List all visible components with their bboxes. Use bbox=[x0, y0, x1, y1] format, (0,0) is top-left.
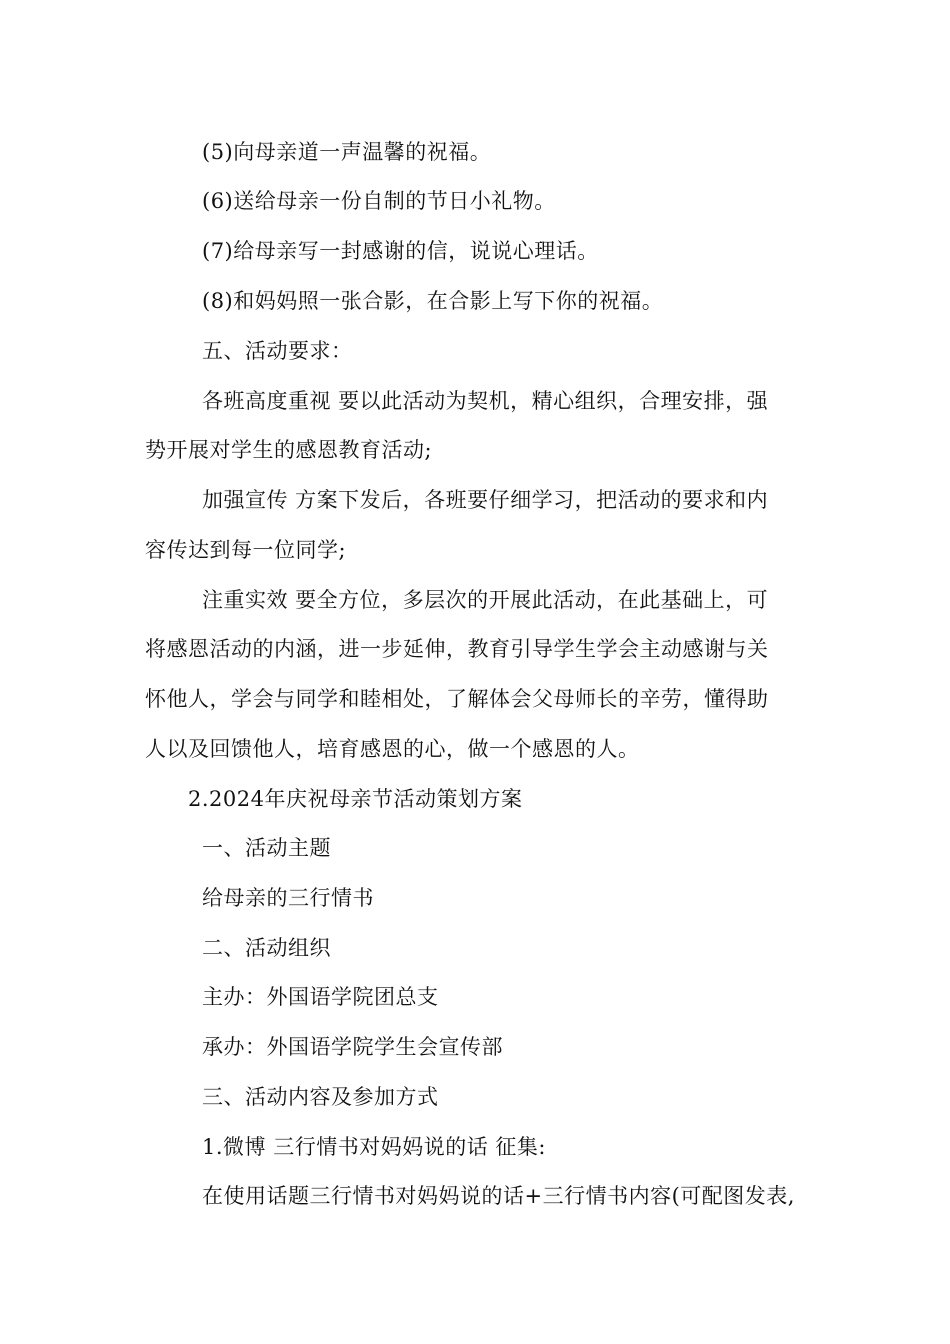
paragraph-line: 承办：外国语学院学生会宣传部 bbox=[202, 1035, 503, 1059]
paragraph-line: 1.微博 三行情书对妈妈说的话 征集: bbox=[202, 1135, 546, 1159]
paragraph-line: 人以及回馈他人，培育感恩的心，做一个感恩的人。 bbox=[145, 737, 640, 761]
paragraph-line: 加强宣传 方案下发后，各班要仔细学习，把活动的要求和内 bbox=[202, 488, 769, 512]
paragraph-line: 给母亲的三行情书 bbox=[202, 886, 374, 910]
list-item: (6)送给母亲一份自制的节日小礼物。 bbox=[202, 189, 556, 213]
section-heading: 二、活动组织 bbox=[202, 936, 331, 960]
section-heading: 一、活动主题 bbox=[202, 836, 331, 860]
paragraph-line: 在使用话题三行情书对妈妈说的话+三行情书内容(可配图发表, bbox=[202, 1184, 795, 1208]
paragraph-line: 将感恩活动的内涵，进一步延伸，教育引导学生学会主动感谢与关 bbox=[145, 637, 769, 661]
paragraph-line: 各班高度重视 要以此活动为契机，精心组织，合理安排，强 bbox=[202, 389, 769, 413]
plan-title: 2.2024年庆祝母亲节活动策划方案 bbox=[188, 787, 523, 811]
paragraph-line: 容传达到每一位同学; bbox=[145, 538, 347, 562]
paragraph-line: 势开展对学生的感恩教育活动; bbox=[145, 438, 433, 462]
paragraph-line: 怀他人，学会与同学和睦相处，了解体会父母师长的辛劳，懂得助 bbox=[145, 687, 769, 711]
section-heading: 三、活动内容及参加方式 bbox=[202, 1085, 439, 1109]
list-item: (8)和妈妈照一张合影，在合影上写下你的祝福。 bbox=[202, 289, 664, 313]
list-item: (7)给母亲写一封感谢的信，说说心理话。 bbox=[202, 239, 599, 263]
paragraph-line: 注重实效 要全方位，多层次的开展此活动，在此基础上，可 bbox=[202, 588, 769, 612]
list-item: (5)向母亲道一声温馨的祝福。 bbox=[202, 140, 492, 164]
section-heading: 五、活动要求： bbox=[202, 339, 353, 363]
paragraph-line: 主办：外国语学院团总支 bbox=[202, 985, 439, 1009]
